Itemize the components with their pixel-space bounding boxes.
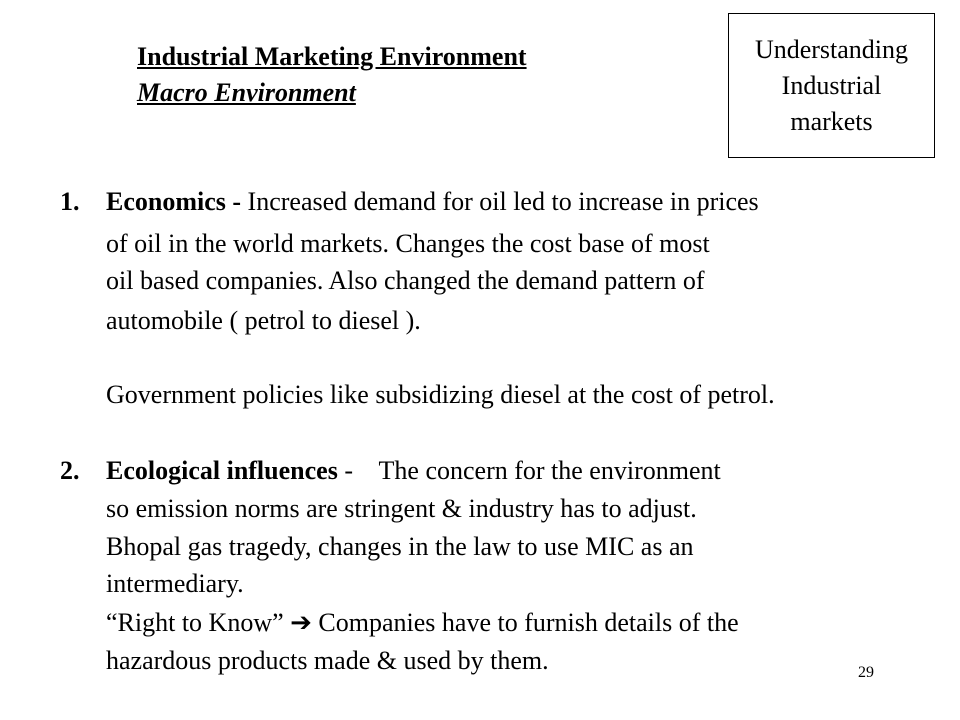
list-item-line [106, 454, 721, 488]
item-text: Increased demand for oil led to increase in prices [247, 187, 759, 216]
list-item-line: intermediary. [106, 569, 244, 598]
item-number: 1. [60, 187, 80, 216]
slide-subtitle: Macro Environment [137, 78, 356, 107]
list-item-line: Government policies like subsidizing diesel at the cost of petrol. [106, 380, 775, 409]
list-item-line: so emission norms are stringent & industry has to adjust. [106, 494, 697, 523]
list-item-line: automobile ( petrol to diesel ). [106, 306, 421, 335]
list-item-line: “Right to Know” ➔ Companies have to furnish details of the [106, 608, 739, 637]
item-heading-suffix: - [337, 456, 379, 485]
topic-box [728, 13, 935, 158]
topic-line: Industrial [781, 70, 882, 100]
slide-title: Industrial Marketing Environment [137, 42, 527, 71]
list-item-line: oil based companies. Also changed the demand pattern of [106, 266, 705, 295]
list-item-line: of oil in the world markets. Changes the cost base of most [106, 229, 710, 258]
list-item-line: hazardous products made & used by them. [106, 646, 549, 675]
item-heading: Ecological influences [106, 456, 338, 485]
list-item-line: Bhopal gas tragedy, changes in the law to use MIC as an [106, 532, 694, 561]
page-number: 29 [858, 664, 874, 681]
item-heading: Economics - [106, 187, 248, 216]
topic-line: markets [790, 106, 873, 136]
item-number: 2. [60, 456, 80, 485]
topic-line: Understanding [754, 34, 909, 64]
list-item-line [106, 185, 759, 219]
item-text: The concern for the environment [378, 456, 721, 485]
